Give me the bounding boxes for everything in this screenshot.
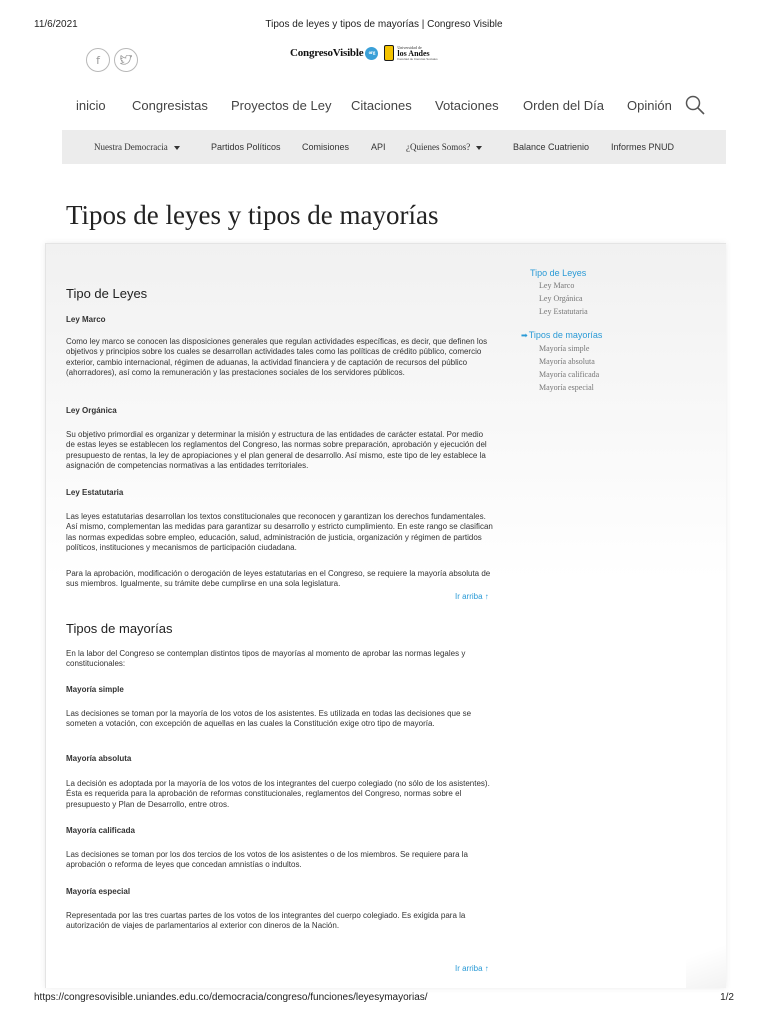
main-nav (62, 98, 726, 120)
subnav-partidos[interactable]: Partidos Políticos (211, 142, 281, 152)
nav-inicio[interactable]: inicio (76, 98, 106, 113)
toc-ley-estatutaria[interactable]: Ley Estatutaria (539, 307, 588, 316)
mayoria-simple-text: Las decisiones se toman por la mayoría de los votos de los asistentes. Es utilizada en todas las decisiones que se someten a votación, con excepción de aquellas en las cuales la Constitución exige otro tipo de mayoría. (66, 709, 472, 729)
toc-tipos-de-mayorias-label: Tipos de mayorías (528, 330, 603, 340)
twitter-bird-icon (120, 55, 132, 65)
nav-opinion[interactable]: Opinión (627, 98, 672, 113)
toc-mayoria-especial[interactable]: Mayoría especial (539, 383, 594, 392)
subnav-quienes-somos[interactable] (406, 142, 482, 152)
congreso-visible-badge: org (365, 47, 378, 60)
congreso-visible-logo[interactable] (290, 47, 378, 60)
toc-tipos-de-mayorias[interactable] (521, 330, 602, 340)
nav-votaciones[interactable]: Votaciones (435, 98, 499, 113)
congreso-visible-wordmark: CongresoVisible (290, 46, 364, 59)
subnav-informes[interactable]: Informes PNUD (611, 142, 675, 152)
ley-marco-title: Ley Marco (66, 315, 106, 324)
ley-organica-text: Su objetivo primordial es organizar y determinar la misión y estructura de las entidades de carácter estatal. Por medio de estas leyes se establecen los reglamentos del Congreso, las normas sobre preparación, aprobación y ejecución del presupuesto de rentas, la ley de apropiaciones y el plan general de desarrollo. Así mismo, este tipo de ley establece la asignación de competencias normativas a las entidades territoriales. (66, 430, 487, 471)
uniandes-logo[interactable] (384, 45, 437, 61)
mayorias-intro: En la labor del Congreso se contemplan distintos tipos de mayorías al momento de aprobar las normas legales y constitucionales: (66, 649, 466, 669)
back-to-top-link[interactable]: Ir arriba ↑ (455, 964, 489, 973)
logos (290, 45, 438, 61)
uniandes-shield-icon (384, 45, 394, 61)
print-title: Tipos de leyes y tipos de mayorías | Congreso Visible (265, 19, 503, 30)
subnav-comisiones[interactable]: Comisiones (302, 142, 350, 152)
nav-congresistas[interactable]: Congresistas (132, 98, 208, 113)
section-heading-mayorias: Tipos de mayorías (66, 621, 173, 636)
print-header (0, 19, 768, 33)
uniandes-small-text: Universidad de (397, 44, 422, 50)
toc-mayoria-absoluta[interactable]: Mayoría absoluta (539, 357, 595, 366)
print-url: https://congresovisible.uniandes.edu.co/democracia/congreso/funciones/leyesymayorias/ (34, 992, 428, 1003)
mayoria-absoluta-title: Mayoría absoluta (66, 754, 132, 763)
toc-mayoria-calificada[interactable]: Mayoría calificada (539, 370, 600, 379)
content-card (45, 243, 726, 988)
toc-ley-organica[interactable]: Ley Orgánica (539, 294, 583, 303)
subnav-nuestra-democracia-label: Nuestra Democracia (94, 142, 168, 152)
facebook-glyph: f (96, 53, 100, 67)
mayoria-calificada-text: Las decisiones se toman por los dos tercios de los votos de los asistentes o de los miembros. Se requiere para la aprobación o reforma de leyes que concedan amnistías o indultos. (66, 850, 468, 870)
page-title: Tipos de leyes y tipos de mayorías (66, 200, 439, 230)
subnav-nuestra-democracia[interactable] (94, 142, 180, 152)
mayoria-especial-title: Mayoría especial (66, 887, 131, 896)
print-date: 11/6/2021 (34, 19, 78, 30)
ley-estatutaria-title: Ley Estatutaria (66, 488, 124, 497)
chevron-down-icon (476, 146, 482, 150)
uniandes-big-text: los Andes (397, 48, 430, 58)
nav-proyectos-de-ley[interactable]: Proyectos de Ley (231, 98, 332, 113)
arrow-right-icon: ➡ (521, 331, 528, 340)
chevron-down-icon (174, 146, 180, 150)
mayoria-absoluta-text: La decisión es adoptada por la mayoría de los votos de los integrantes del cuerpo colegiado (no sólo de los asistentes). Ésta es requerida para la aprobación de reformas constitucionales, reglamentos del Congreso, normas sobre el presupuesto y Plan de Desarrollo, entre otros. (66, 779, 490, 809)
search-icon[interactable] (684, 94, 706, 116)
print-footer (0, 992, 768, 1006)
page-frame (62, 36, 726, 988)
mayoria-simple-title: Mayoría simple (66, 685, 124, 694)
ley-estatutaria-text-2: Para la aprobación, modificación o derogación de leyes estatutarias en el Congreso, se requiere la mayoría absoluta de sus miembros. Igualmente, su trámite debe cumplirse en una sola legislatura. (66, 569, 491, 589)
facebook-icon[interactable] (86, 48, 110, 72)
social-links (86, 48, 138, 72)
ley-organica-title: Ley Orgánica (66, 406, 117, 415)
top-bar (62, 44, 726, 78)
subnav-quienes-somos-label: ¿Quienes Somos? (406, 142, 471, 152)
uniandes-sub-text: Facultad de Ciencias Sociales (397, 56, 438, 61)
nav-citaciones[interactable]: Citaciones (351, 98, 412, 113)
nav-orden-del-dia[interactable]: Orden del Día (523, 98, 604, 113)
toc-ley-marco[interactable]: Ley Marco (539, 281, 575, 290)
mayoria-especial-text: Representada por las tres cuartas partes de los votos de los integrantes del cuerpo colegiado. Es exigida para la autorización de viajes de parlamentarios al exterior con dineros de la Nación. (66, 911, 466, 931)
ley-estatutaria-text: Las leyes estatutarias desarrollan los textos constitucionales que reconocen y garantizan los derechos fundamentales. Así mismo, complementan las medidas para garantizar su desarrollo y estricto cumplimiento. En este rango se clasifican las normas expedidas sobre empleo, educación, salud, administración de justicia, organización y régimen de partidos políticos, instituciones y mecanismos de participación ciudadana. (66, 512, 493, 553)
twitter-icon[interactable] (114, 48, 138, 72)
subnav-balance[interactable]: Balance Cuatrienio (513, 142, 590, 152)
toc-tipo-de-leyes[interactable]: Tipo de Leyes (530, 268, 587, 278)
uniandes-wordmark (397, 46, 437, 61)
section-heading-leyes: Tipo de Leyes (66, 286, 148, 301)
toc-mayoria-simple[interactable]: Mayoría simple (539, 344, 590, 353)
page-curl-decoration (686, 928, 726, 988)
mayoria-calificada-title: Mayoría calificada (66, 826, 135, 835)
ley-marco-text: Como ley marco se conocen las disposiciones generales que regulan actividades específicas, es decir, que definen los objetivos y principios sobre los cuales se desarrollan actividades tales como las políticas de crédito público, comercio exterior, cambio internacional, régimen de aduanas, la actividad financiera y de captación de recursos del público (ahorradores), así como la remuneración y las prestaciones sociales de los servidores públicos. (66, 337, 488, 378)
print-page-number: 1/2 (720, 992, 734, 1003)
back-to-top-link[interactable]: Ir arriba ↑ (455, 592, 489, 601)
sub-nav (62, 130, 726, 164)
subnav-api[interactable]: API (371, 142, 386, 152)
